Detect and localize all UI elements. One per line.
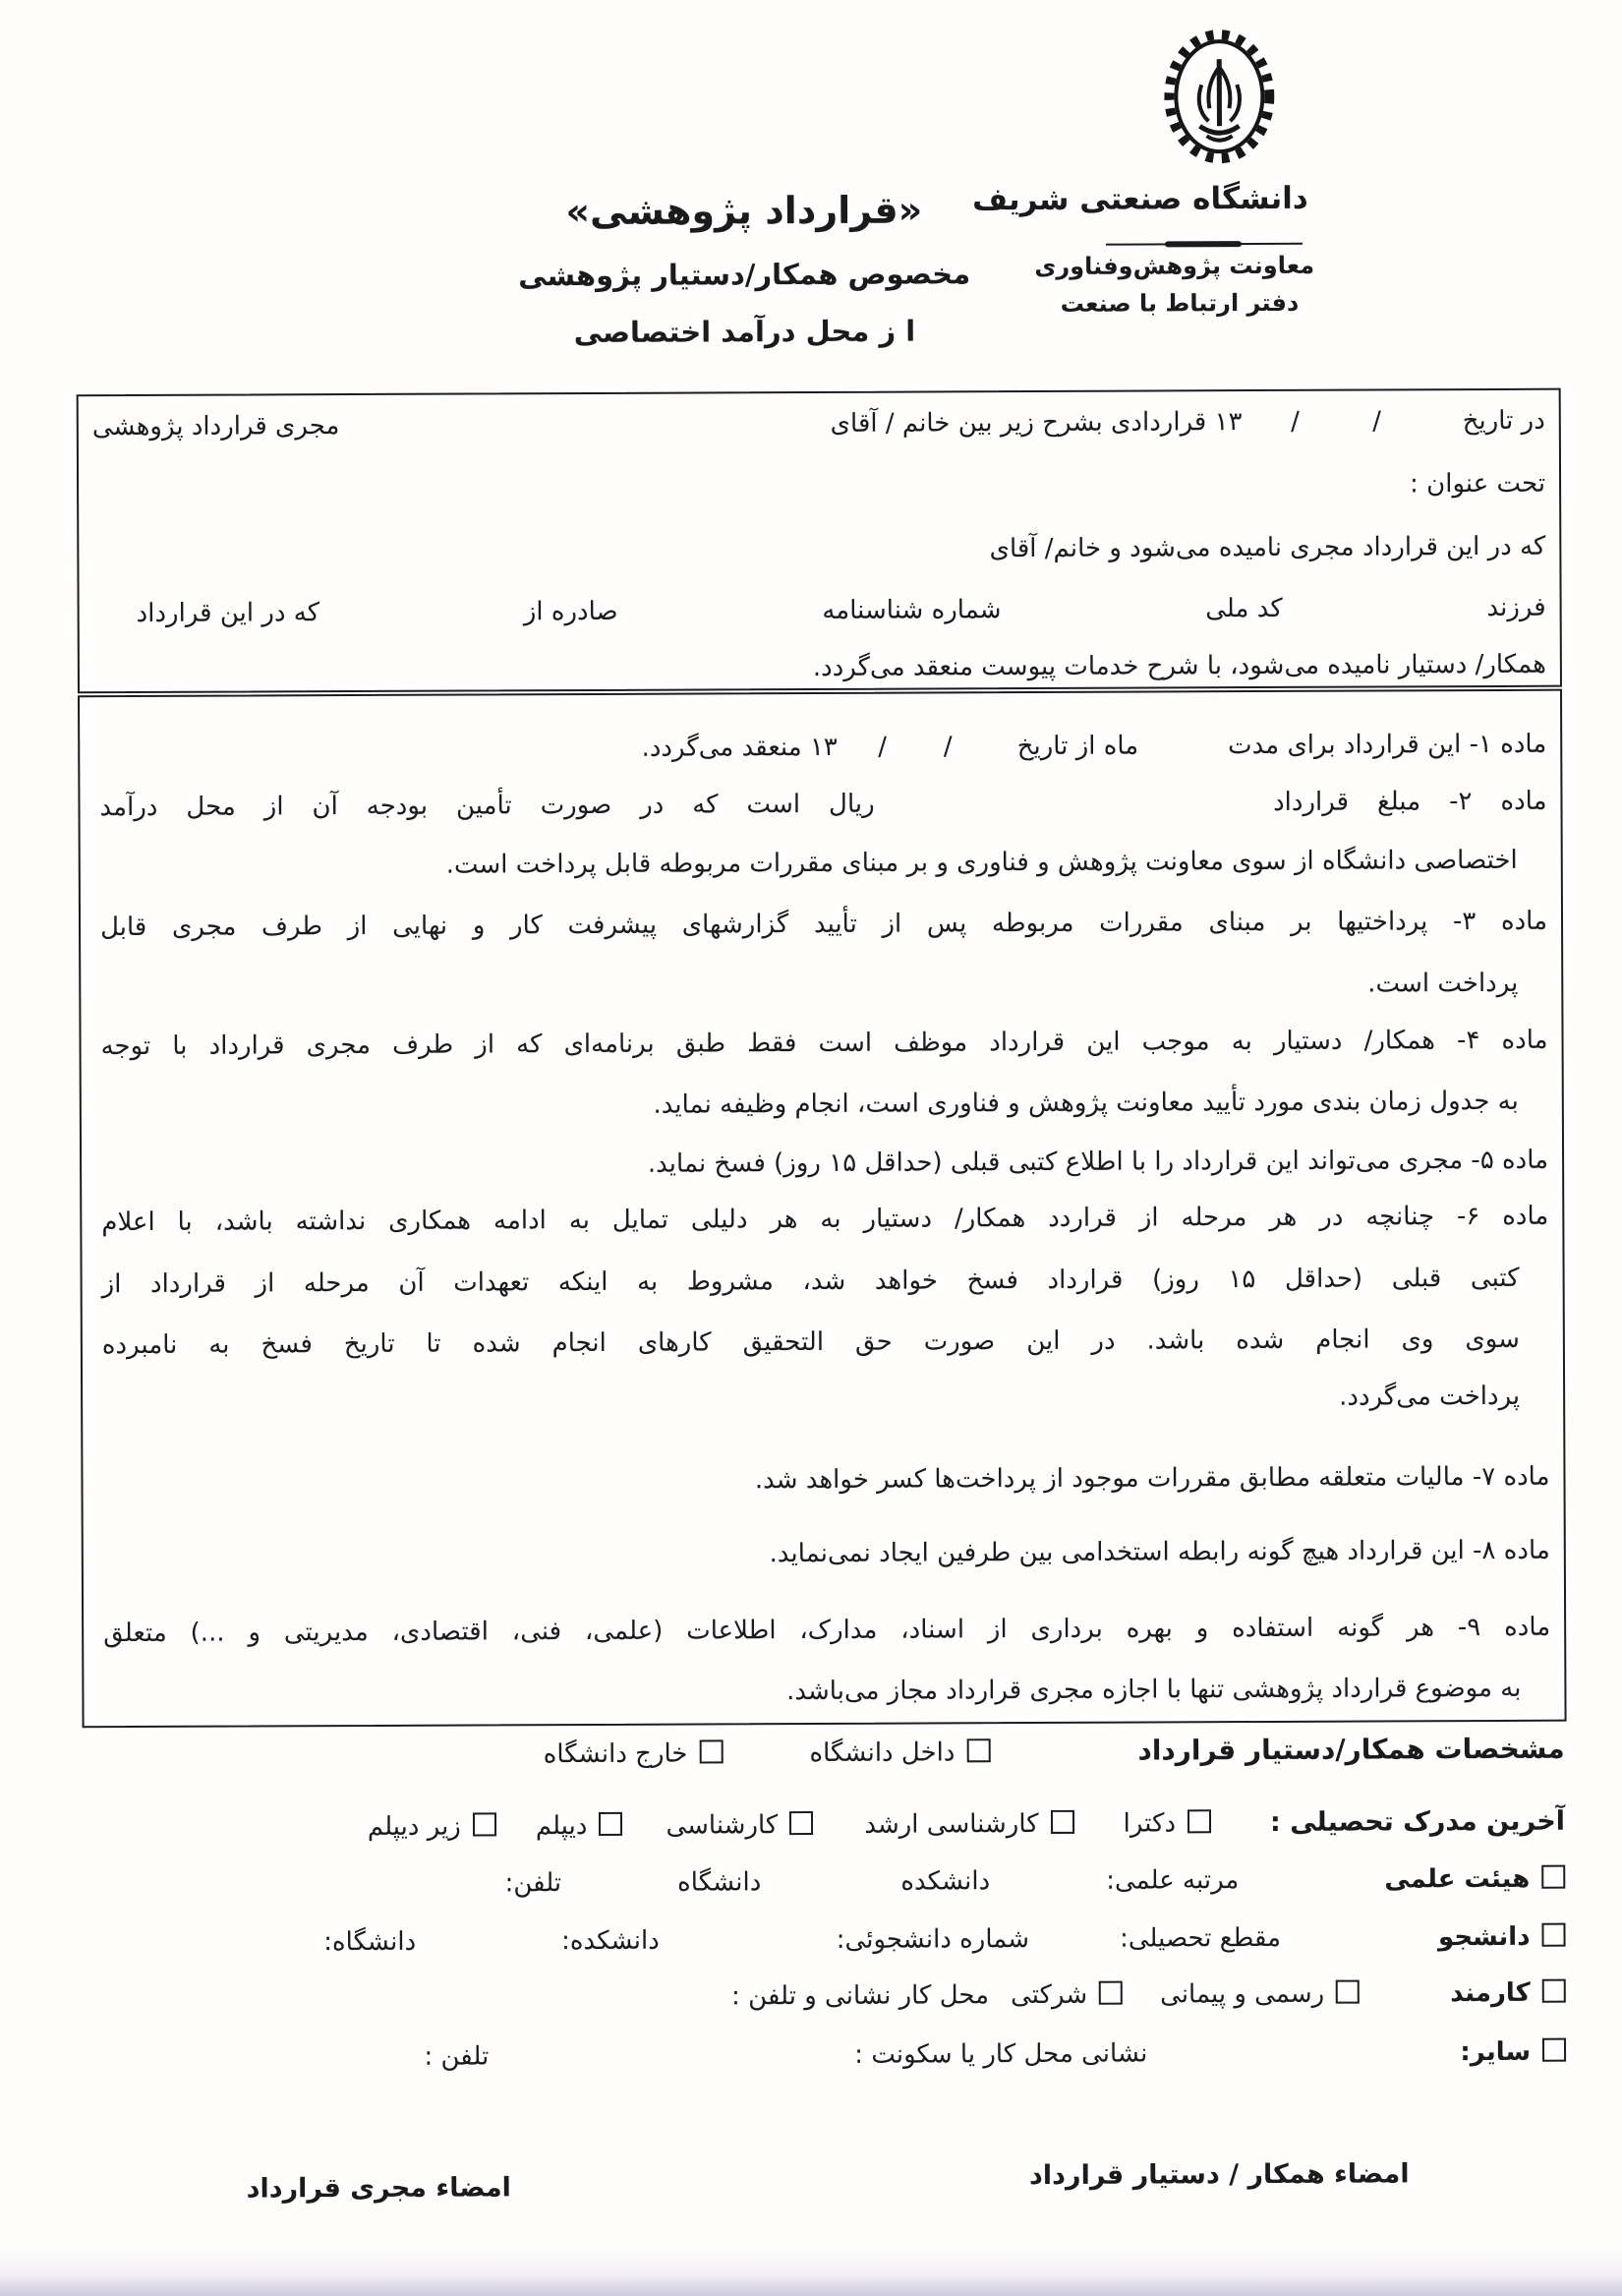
- article-9-line-2: به موضوع قرارداد پژوهشی تنها با اجازه مجری قرارداد مجاز می‌باشد.: [785, 1673, 1522, 1707]
- named-executor-line: که در این قرارداد مجری نامیده می‌شود و خانم/ آقای: [989, 531, 1546, 564]
- contract-title: «قرارداد پژوهشی»: [565, 188, 923, 234]
- employee-checkbox[interactable]: [1542, 1979, 1566, 2003]
- collaborator-signature-label: امضاء همکار / دستیار قرارداد: [1028, 2158, 1410, 2192]
- department-line-1: معاونت پژوهش‌وفناوری: [1034, 251, 1315, 281]
- contract-articles-box: [78, 689, 1567, 1729]
- inside-university-label: داخل دانشگاه: [809, 1737, 956, 1769]
- student-row: [81, 1921, 1565, 1959]
- article-2-line-2: اختصاصی دانشگاه از سوی معاونت پژوهش و فناوری و بر مبنای مقررات مربوطه قابل پرداخت است.: [445, 845, 1518, 880]
- contract-subtitle-2: ا ز محل درآمد اختصاصی: [573, 314, 916, 350]
- contract-date-line: در تاریخ / / ۱۳ قراردادی بشرح زیر بین خانم / آقای: [830, 405, 1545, 439]
- faculty-label: هیئت علمی: [1384, 1863, 1531, 1895]
- residence-address-field: نشانی محل کار یا سکونت :: [854, 2038, 1148, 2070]
- company-checkbox[interactable]: [1099, 1981, 1123, 2005]
- field-national-id: کد ملی: [1205, 593, 1283, 624]
- article-6-line-4: پرداخت می‌گردد.: [1339, 1381, 1521, 1412]
- student-university-field: دانشگاه:: [323, 1926, 417, 1958]
- scan-edge-artifact: [0, 2247, 1622, 2296]
- department-line-2: دفتر ارتباط با صنعت: [1060, 288, 1300, 318]
- field-issued-from: صادره از: [523, 596, 618, 627]
- student-label: دانشجو: [1437, 1921, 1531, 1953]
- field-child-of: فرزند: [1486, 592, 1546, 622]
- faculty-row: [81, 1863, 1565, 1901]
- university-emblem-icon: [1164, 26, 1275, 179]
- contract-parties-box: [77, 388, 1562, 694]
- masters-label: کارشناسی ارشد: [864, 1808, 1039, 1840]
- student-level-field: مقطع تحصیلی:: [1119, 1922, 1282, 1954]
- faculty-checkbox[interactable]: [1541, 1865, 1565, 1889]
- subject-line: تحت عنوان :: [1410, 468, 1546, 500]
- diploma-label: دیپلم: [535, 1811, 588, 1842]
- article-3-line-2: پرداخت است.: [1367, 968, 1519, 999]
- executor-role-label: مجری قرارداد پژوهشی: [91, 411, 340, 442]
- faculty-phone-field: تلفن:: [504, 1868, 562, 1899]
- masters-checkbox[interactable]: [1051, 1810, 1074, 1834]
- article-1-line-1: ماده ۱- این قرارداد برای مدت ماه از تاریخ / / ۱۳ منعقد می‌گردد.: [641, 729, 1547, 763]
- other-label: سایر:: [1460, 2036, 1532, 2068]
- student-checkbox[interactable]: [1541, 1923, 1565, 1947]
- workplace-address-field: محل کار نشانی و تلفن :: [731, 1980, 990, 2012]
- outside-university-checkbox[interactable]: [699, 1739, 723, 1763]
- other-checkbox[interactable]: [1542, 2038, 1566, 2062]
- diploma-checkbox[interactable]: [599, 1812, 622, 1836]
- article-4-line-2: به جدول زمان بندی مورد تأیید معاونت پژوهش و فناوری است، انجام وظیفه نماید.: [653, 1086, 1519, 1120]
- official-contract-checkbox[interactable]: [1336, 1980, 1360, 2004]
- degree-label: آخرین مدرک تحصیلی :: [1269, 1805, 1566, 1838]
- faculty-faculty-field: دانشکده: [900, 1866, 991, 1897]
- field-certificate-number: شماره شناسنامه: [822, 595, 1002, 625]
- below-diploma-checkbox[interactable]: [473, 1812, 496, 1836]
- article-7-line-1: ماده ۷- مالیات متعلقه مطابق مقررات موجود از پرداخت‌ها کسر خواهد شد.: [754, 1461, 1550, 1496]
- article-3-line-1: ماده ۳- پرداختیها بر مبنای مقررات مربوطه پس از تأیید گزارشهای پیشرفت کار و نهایی از طرف مجری قابل: [99, 906, 1548, 943]
- article-9-line-1: ماده ۹- هر گونه استفاده و بهره برداری از اسناد، مدارک، اطلاعات (علمی، فنی، اقتصادی، مدیریتی و ...) متعلق: [103, 1612, 1551, 1649]
- other-row: [82, 2036, 1566, 2074]
- university-name: دانشگاه صنعتی شریف: [972, 180, 1308, 218]
- company-label: شرکتی: [1011, 1979, 1088, 2011]
- bachelors-label: کارشناسی: [666, 1810, 779, 1841]
- employee-label: کارمند: [1450, 1977, 1531, 2009]
- article-6-line-2: کتبی قبلی (حداقل ۱۵ روز) قرارداد فسخ خواهد شد، مشروط به اینکه تعهدات آن مرحله از قرارداد از: [101, 1263, 1520, 1300]
- article-6-line-1: ماده ۶- چنانچه در هر مرحله از قراردد همکار/ دستیار به هر دلیلی تمایل به ادامه همکاری نداشته باشد، با اعلام: [101, 1201, 1549, 1238]
- details-heading-row: [81, 1733, 1565, 1772]
- below-diploma-label: زیر دیپلم: [367, 1811, 461, 1842]
- faculty-university-field: دانشگاه: [677, 1867, 762, 1898]
- faculty-rank-field: مرتبه علمی:: [1106, 1865, 1240, 1896]
- article-5-line-1: ماده ۵- مجری می‌تواند این قرارداد را با اطلاع کتبی قبلی (حداقل ۱۵ روز) فسخ نماید.: [647, 1145, 1549, 1179]
- contract-subtitle-1: مخصوص همکار/دستیار پژوهشی: [518, 257, 971, 293]
- official-contract-label: رسمی و پیمانی: [1160, 1978, 1325, 2010]
- bachelors-checkbox[interactable]: [789, 1811, 813, 1835]
- phd-label: دکترا: [1123, 1808, 1177, 1839]
- other-phone-field: تلفن :: [424, 2041, 490, 2072]
- title-block: [0, 186, 1491, 352]
- conclusion-line: همکار/ دستیار نامیده می‌شود، با شرح خدمات پیوست منعقد می‌گردد.: [812, 649, 1546, 682]
- article-4-line-1: ماده ۴- همکار/ دستیار به موجب این قرارداد موظف است فقط طبق برنامه‌ای که از طرف مجری قرارداد با توجه: [100, 1025, 1548, 1062]
- employee-row: [82, 1977, 1566, 2015]
- phd-checkbox[interactable]: [1188, 1809, 1211, 1833]
- article-8-line-1: ماده ۸- این قرارداد هیچ گونه رابطه استخدامی بین طرفین ایجاد نمی‌نماید.: [769, 1535, 1550, 1569]
- inside-university-checkbox[interactable]: [966, 1738, 990, 1762]
- article-2-line-1: ماده ۲- مبلغ قرارداد ریال است که در صورت تأمین بودجه آن از محل درآمد: [99, 786, 1547, 823]
- executor-signature-label: امضاء مجری قرارداد: [246, 2172, 511, 2205]
- field-in-this-contract: که در این قرارداد: [136, 598, 320, 628]
- details-heading: مشخصات همکار/دستیار قرارداد: [1137, 1732, 1565, 1767]
- student-number-field: شماره دانشجوئی:: [836, 1924, 1030, 1955]
- student-faculty-field: دانشکده:: [561, 1925, 660, 1957]
- degree-row: [81, 1806, 1565, 1844]
- article-6-line-3: سوی وی انجام شده باشد. در این صورت حق التحقیق کارهای انجام شده تا تاریخ فسخ به نامبرده: [101, 1324, 1520, 1361]
- outside-university-label: خارج دانشگاه: [543, 1738, 688, 1770]
